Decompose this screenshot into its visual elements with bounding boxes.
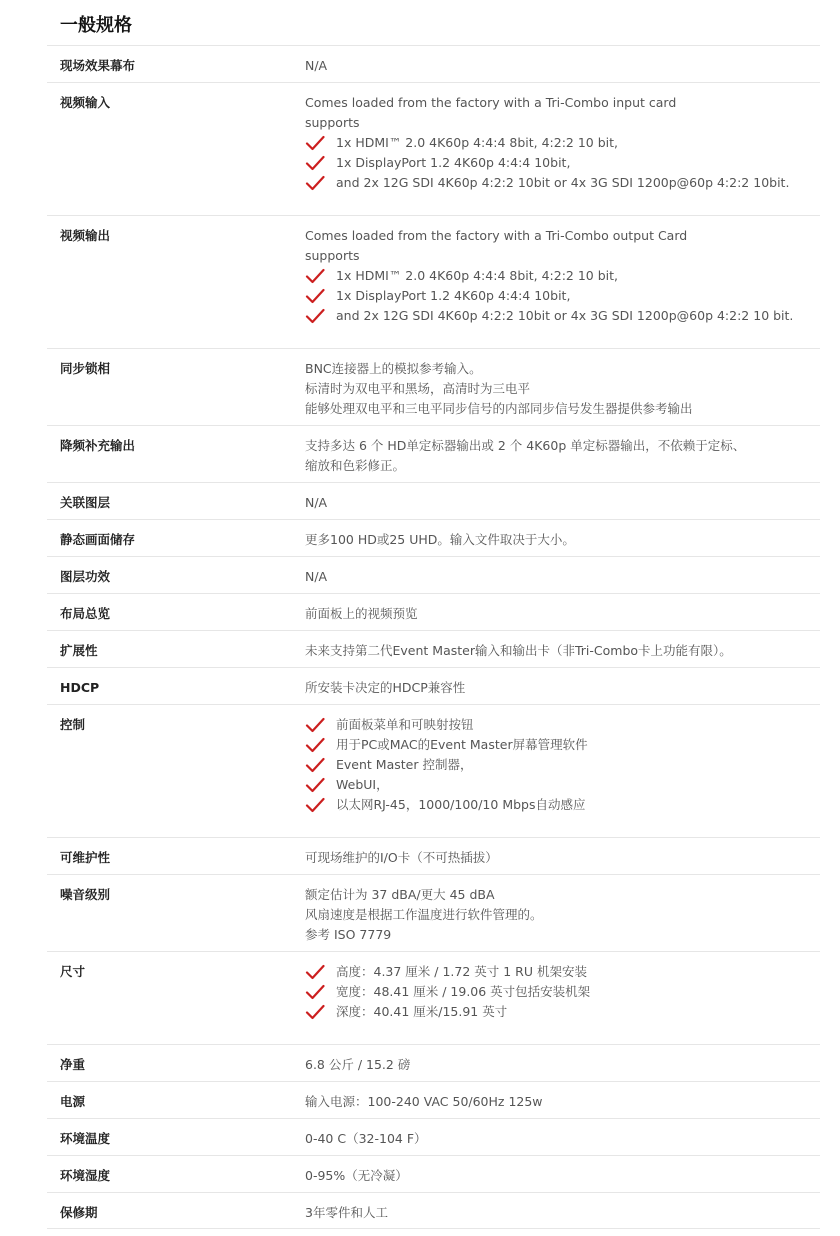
checked-item	[305, 735, 814, 755]
spec-row	[47, 1192, 820, 1229]
spec-row	[47, 45, 820, 82]
checked-item	[305, 982, 814, 1002]
checkmark-icon	[305, 736, 325, 754]
checkmark-icon	[305, 174, 325, 192]
checked-item-text: Event Master 控制器，	[336, 757, 473, 772]
spec-row	[47, 667, 820, 704]
spec-row	[47, 348, 820, 425]
spec-label: 图层功效	[60, 569, 111, 584]
checked-item	[305, 775, 814, 795]
spec-value	[305, 359, 820, 425]
spec-row	[47, 704, 820, 837]
spec-label: 现场效果幕布	[60, 58, 136, 73]
spec-value-line: 输入电源：100-240 VAC 50/60Hz 125w	[305, 1094, 543, 1109]
spec-label: 噪音级别	[60, 887, 111, 902]
checked-item-text: 深度：40.41 厘米/15.91 英寸	[336, 1004, 508, 1019]
spec-value-line: 前面板上的视频预览	[305, 606, 418, 621]
checked-item-text: 1x HDMI™ 2.0 4K60p 4:4:4 8bit, 4:2:2 10 bit,	[336, 135, 618, 150]
spec-value-line: Comes loaded from the factory with a Tri-Combo input card	[305, 95, 677, 110]
spec-value-line: 可现场维护的I/O卡（不可热插拔）	[305, 850, 498, 865]
spec-label: 保修期	[60, 1205, 98, 1220]
spec-value-line: Comes loaded from the factory with a Tri-Combo output Card	[305, 228, 688, 243]
spec-row	[47, 630, 820, 667]
spec-row	[47, 215, 820, 348]
spec-row	[47, 951, 820, 1044]
spec-label: 视频输出	[60, 228, 111, 243]
checked-item	[305, 755, 814, 775]
section-title: 一般规格	[60, 15, 132, 36]
spec-label: 视频输入	[60, 95, 111, 110]
spec-value-line: 未来支持第二代Event Master输入和输出卡（非Tri-Combo卡上功能有限）。	[305, 643, 732, 658]
spec-value-line: N/A	[305, 58, 328, 73]
spec-label: 环境湿度	[60, 1168, 111, 1183]
spec-value-line: 0-95%（无冷凝）	[305, 1168, 408, 1183]
spec-value	[305, 567, 820, 593]
spec-row	[47, 425, 820, 482]
spec-label: 净重	[60, 1057, 86, 1072]
spec-value	[305, 678, 820, 704]
checkmark-icon	[305, 1003, 325, 1021]
spec-label: 静态画面储存	[60, 532, 136, 547]
checked-item-text: WebUI，	[336, 777, 389, 792]
spec-value-line: BNC连接器上的模拟参考输入。	[305, 361, 482, 376]
checked-item	[305, 133, 814, 153]
spec-label: 同步锁相	[60, 361, 111, 376]
spec-value	[305, 226, 820, 348]
spec-label: 扩展性	[60, 643, 98, 658]
spec-label: 电源	[60, 1094, 86, 1109]
spec-value-line: 6.8 公斤 / 15.2 磅	[305, 1057, 411, 1072]
spec-label: 控制	[60, 717, 86, 732]
checked-item	[305, 795, 814, 815]
spec-value	[305, 493, 820, 519]
spec-row	[47, 874, 820, 951]
checked-item	[305, 286, 814, 306]
spec-row	[47, 556, 820, 593]
spec-value	[305, 962, 820, 1044]
spec-row	[47, 593, 820, 630]
spec-value-line: 能够处理双电平和三电平同步信号的内部同步信号发生器提供参考输出	[305, 401, 693, 416]
checkmark-icon	[305, 134, 325, 152]
checkmark-icon	[305, 756, 325, 774]
spec-label: 可维护性	[60, 850, 111, 865]
spec-value	[305, 1166, 820, 1192]
checkmark-icon	[305, 716, 325, 734]
checked-item	[305, 962, 814, 982]
spec-label: 环境温度	[60, 1131, 111, 1146]
checkmark-icon	[305, 963, 325, 981]
spec-value	[305, 885, 820, 951]
spec-label: HDCP	[60, 680, 100, 695]
spec-value-line: 所安装卡决定的HDCP兼容性	[305, 680, 466, 695]
spec-value	[305, 436, 820, 482]
spec-value	[305, 1129, 820, 1155]
spec-value-line: supports	[305, 248, 360, 263]
checkmark-icon	[305, 796, 325, 814]
spec-value	[305, 715, 820, 837]
spec-row	[47, 1044, 820, 1081]
checked-item	[305, 715, 814, 735]
spec-label: 布局总览	[60, 606, 111, 621]
spec-value	[305, 56, 820, 82]
spec-value	[305, 604, 820, 630]
checked-item-text: 用于PC或MAC的Event Master屏幕管理软件	[336, 737, 588, 752]
spec-value-line: 风扇速度是根据工作温度进行软件管理的。	[305, 907, 543, 922]
checked-item-text: 1x DisplayPort 1.2 4K60p 4:4:4 10bit,	[336, 288, 571, 303]
spec-label: 尺寸	[60, 964, 86, 979]
spec-value-line: 标清时为双电平和黑场，高清时为三电平	[305, 381, 531, 396]
spec-row	[47, 82, 820, 215]
spec-value	[305, 530, 820, 556]
checked-item-text: and 2x 12G SDI 4K60p 4:2:2 10bit or 4x 3G SDI 1200p@60p 4:2:2 10 bit.	[336, 308, 794, 323]
spec-label: 关联图层	[60, 495, 111, 510]
spec-row	[47, 482, 820, 519]
spec-value	[305, 1055, 820, 1081]
checked-item	[305, 306, 814, 326]
checked-item	[305, 173, 814, 193]
checked-item	[305, 153, 814, 173]
checked-item-text: 以太网RJ-45，1000/100/10 Mbps自动感应	[336, 797, 586, 812]
spec-row	[47, 1118, 820, 1155]
checked-item-text: 前面板菜单和可映射按钮	[336, 717, 474, 732]
spec-value	[305, 641, 820, 667]
spec-row	[47, 1155, 820, 1192]
spec-value-line: 0-40 C（32-104 F）	[305, 1131, 427, 1146]
checked-item-text: 高度：4.37 厘米 / 1.72 英寸 1 RU 机架安装	[336, 964, 587, 979]
spec-row	[47, 519, 820, 556]
spec-table	[47, 45, 820, 1229]
spec-value	[305, 93, 820, 215]
checked-item-text: 宽度：48.41 厘米 / 19.06 英寸包括安装机架	[336, 984, 591, 999]
checkmark-icon	[305, 307, 325, 325]
checkmark-icon	[305, 154, 325, 172]
checkmark-icon	[305, 267, 325, 285]
checked-item	[305, 266, 814, 286]
checked-item	[305, 1002, 814, 1022]
spec-value-line: 额定估计为 37 dBA/更大 45 dBA	[305, 887, 495, 902]
spec-value-line: supports	[305, 115, 360, 130]
spec-value-line: 缩放和色彩修正。	[305, 458, 406, 473]
checkmark-icon	[305, 983, 325, 1001]
checked-item-text: 1x HDMI™ 2.0 4K60p 4:4:4 8bit, 4:2:2 10 bit,	[336, 268, 618, 283]
spec-value-line: 支持多达 6 个 HD单定标器输出或 2 个 4K60p 单定标器输出，不依赖于定标、	[305, 438, 746, 453]
checkmark-icon	[305, 287, 325, 305]
checked-item-text: and 2x 12G SDI 4K60p 4:2:2 10bit or 4x 3G SDI 1200p@60p 4:2:2 10bit.	[336, 175, 790, 190]
checkmark-icon	[305, 776, 325, 794]
spec-value	[305, 1203, 820, 1228]
spec-value-line: 更多100 HD或25 UHD。输入文件取决于大小。	[305, 532, 575, 547]
spec-label: 降频补充输出	[60, 438, 136, 453]
spec-value	[305, 848, 820, 874]
checked-item-text: 1x DisplayPort 1.2 4K60p 4:4:4 10bit,	[336, 155, 571, 170]
spec-row	[47, 837, 820, 874]
spec-value-line: 参考 ISO 7779	[305, 927, 392, 942]
spec-value-line: 3年零件和人工	[305, 1205, 388, 1220]
spec-row	[47, 1081, 820, 1118]
spec-value-line: N/A	[305, 495, 328, 510]
spec-value	[305, 1092, 820, 1118]
spec-value-line: N/A	[305, 569, 328, 584]
